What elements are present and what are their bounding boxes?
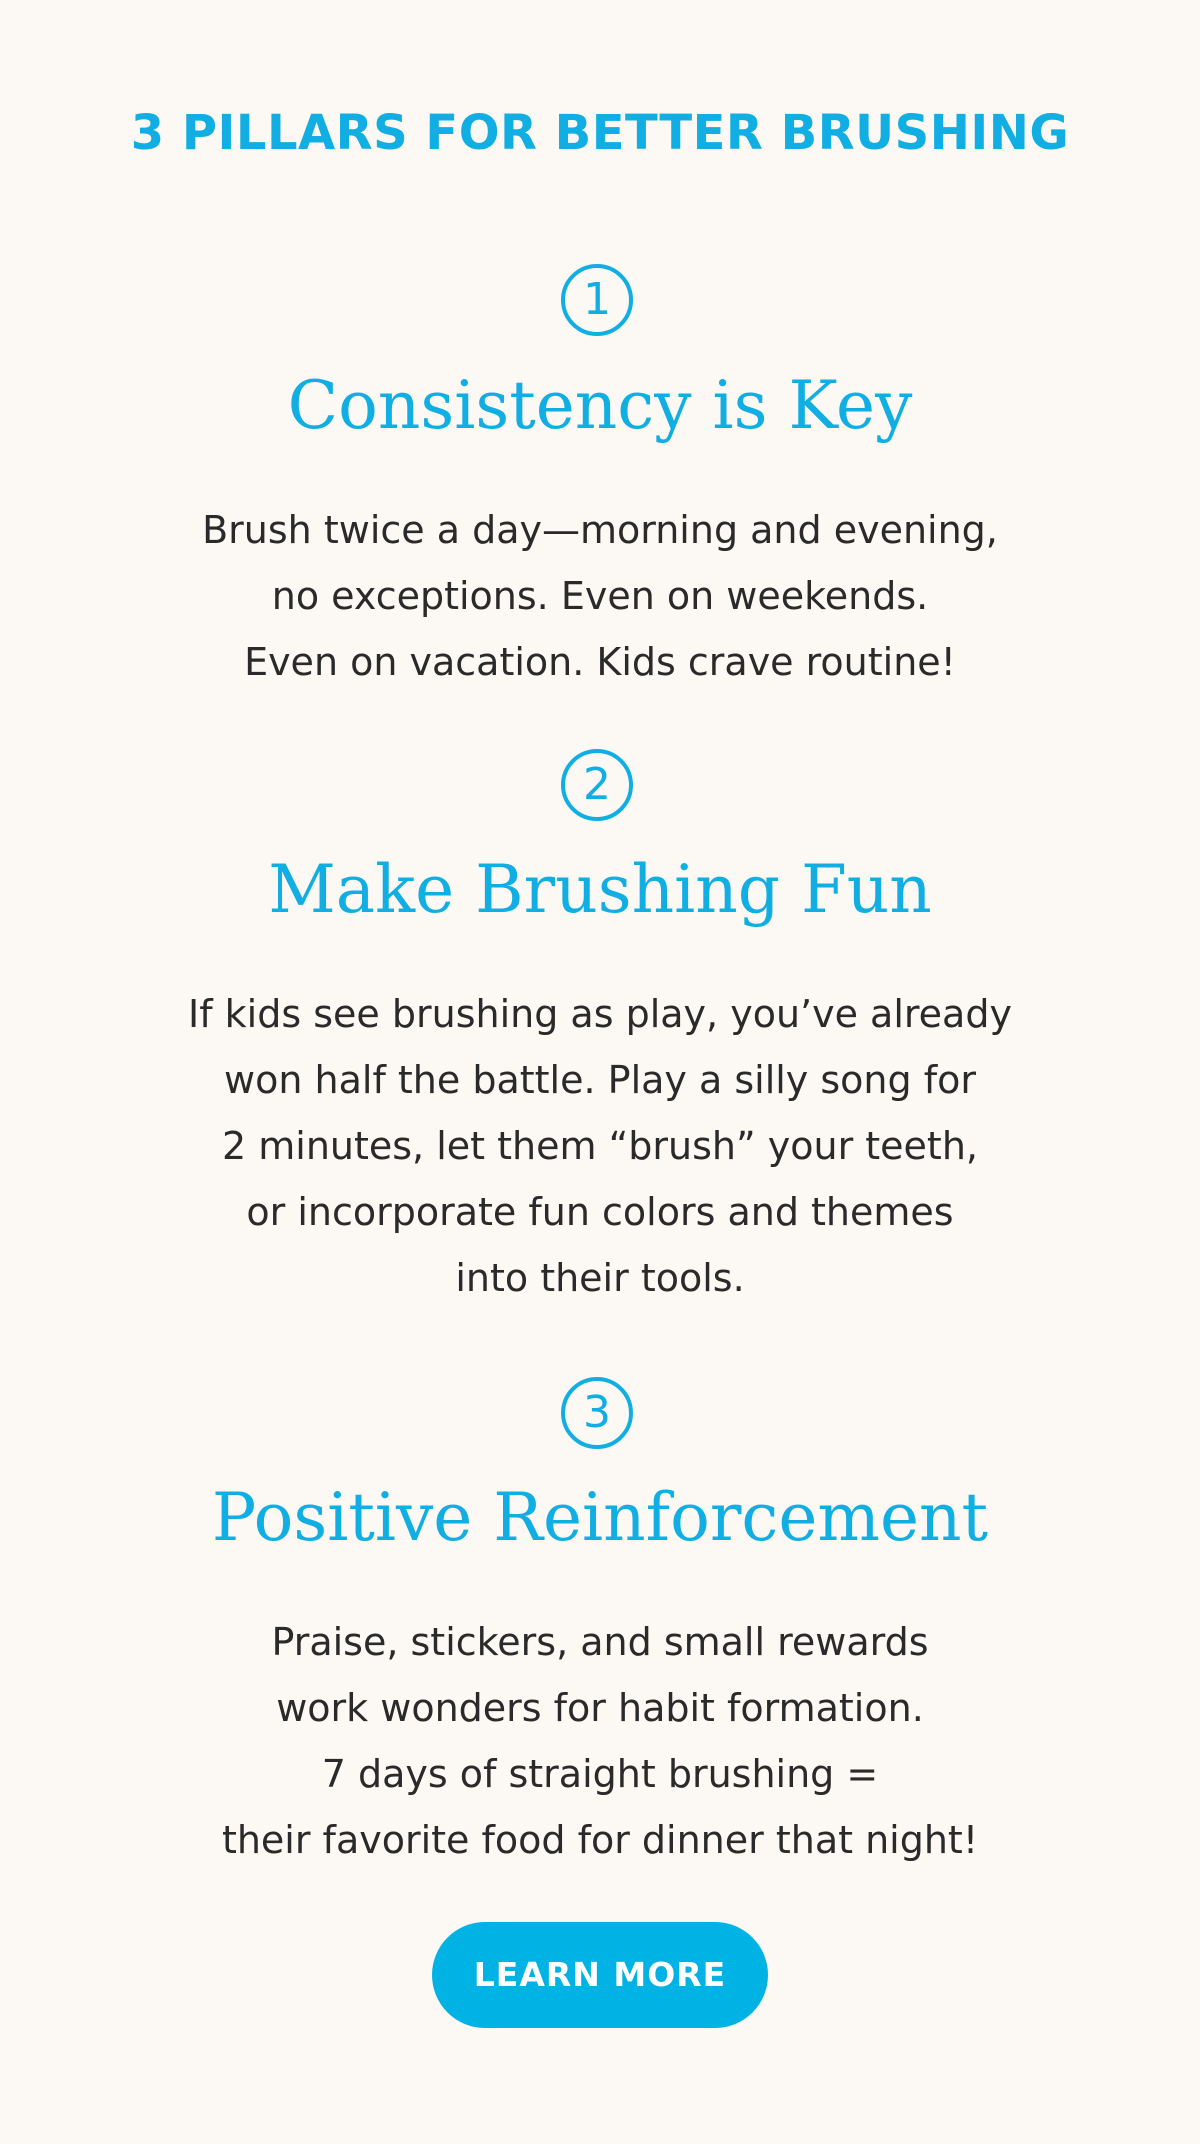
pillar-2-body — [100, 981, 1100, 1311]
page-headline: 3 PILLARS FOR BETTER BRUSHING — [130, 105, 1070, 161]
pillar-3-line: work wonders for habit formation. — [276, 1686, 924, 1730]
pillar-1-line: Even on vacation. Kids crave routine! — [244, 640, 956, 684]
pillar-2-line: If kids see brushing as play, you’ve already — [188, 992, 1012, 1036]
pillar-1-line: Brush twice a day—morning and evening, — [202, 508, 998, 552]
pillar-1-line: no exceptions. Even on weekends. — [271, 574, 929, 618]
pillar-2-line: won half the battle. Play a silly song for — [224, 1058, 976, 1102]
pillar-3-title: Positive Reinforcement — [211, 1479, 989, 1556]
learn-more-button[interactable]: LEARN MORE — [432, 1922, 768, 2028]
pillar-3-line: 7 days of straight brushing = — [321, 1752, 879, 1796]
pillar-2-line: 2 minutes, let them “brush” your teeth, — [221, 1124, 978, 1168]
pillar-3-body — [100, 1609, 1100, 1873]
number-1-icon: 1 — [561, 264, 633, 336]
pillar-1-body — [100, 497, 1100, 695]
pillar-2-line: or incorporate fun colors and themes — [246, 1190, 954, 1234]
number-2-icon: 2 — [561, 749, 633, 821]
pillar-3-line: their favorite food for dinner that night! — [221, 1818, 979, 1862]
pillar-2-line: into their tools. — [455, 1256, 745, 1300]
pillar-2-title: Make Brushing Fun — [268, 851, 932, 928]
pillar-3-line: Praise, stickers, and small rewards — [271, 1620, 929, 1664]
pillar-1-title: Consistency is Key — [287, 367, 913, 444]
number-3-icon: 3 — [561, 1377, 633, 1449]
